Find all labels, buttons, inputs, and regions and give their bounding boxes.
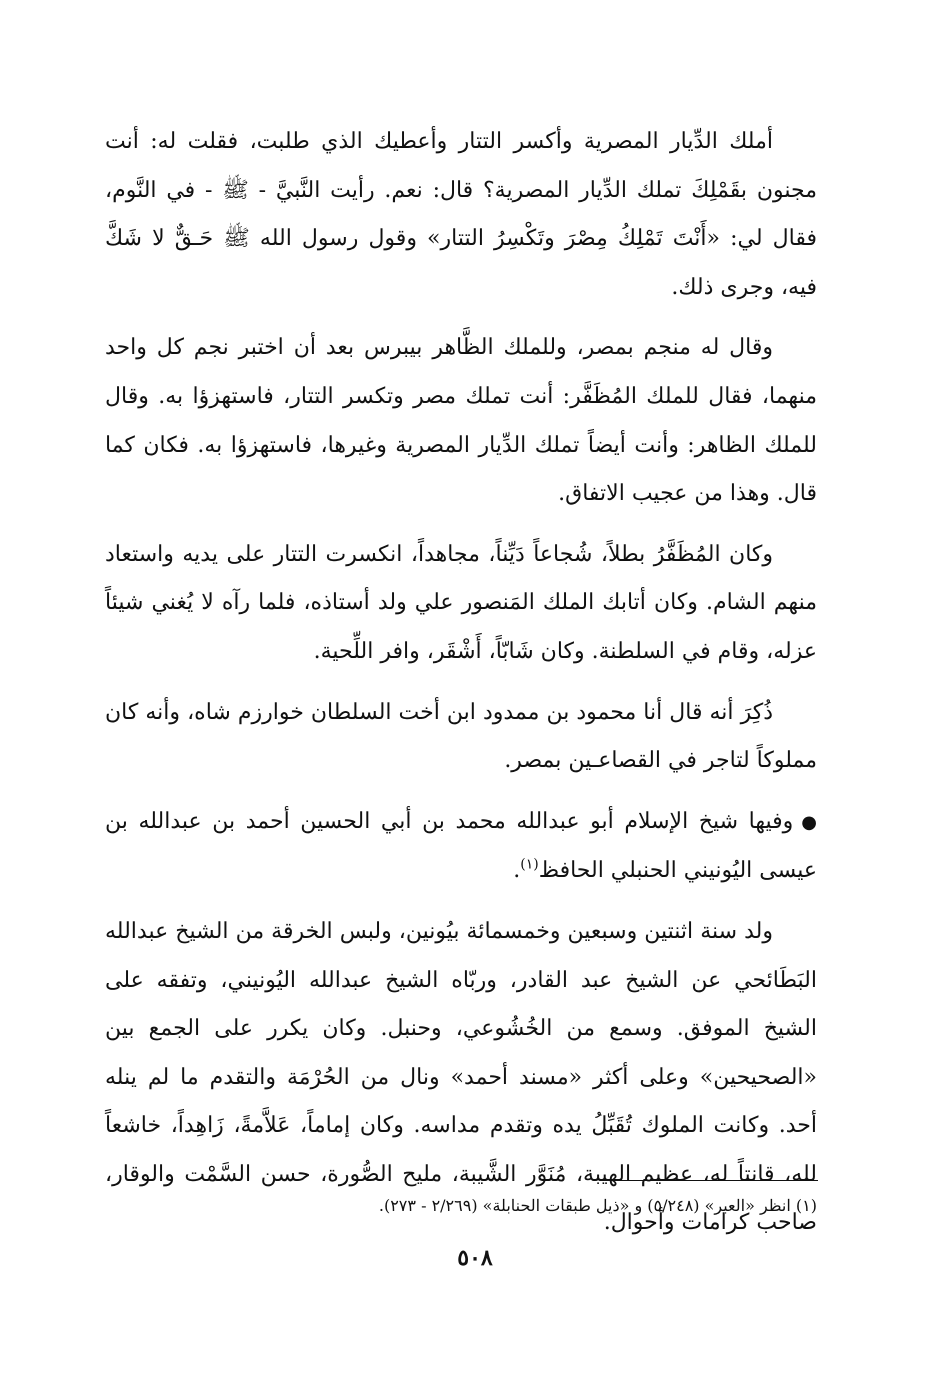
paragraph-3: وكان المُظَفَّرُ بطلاً، شُجاعاً دَيِّناً، مجاهداً، انكسرت التتار على يديه واستعاد منهم الشام. وكان أتابك الملك المَنصور علي ولد أستاذه، فلما رآه لا يُغني شيئاً عزله، وقام في السلطنة. وكان شَابّاً، أَشْقَر، وافر اللِّحية. [105,541,817,664]
biography-heading-text: وفيها شيخ الإسلام أبو عبدالله محمد بن أبي الحسين أحمد بن عبدالله بن عيسى اليُونيني الحنبلي الحافظ [105,808,817,884]
paragraph-5-biography-heading [105,798,817,896]
heading-tail: . [513,858,521,884]
paragraph-4: ذُكِرَ أنه قال أنا محمود بن ممدود ابن أخت السلطان خوارزم شاه، وأنه كان مملوكاً لتاجر في القصاعـين بمصر. [105,699,817,774]
page-number: ٥٠٨ [457,1245,493,1271]
main-text [105,118,817,1260]
paragraph-6: ولد سنة اثنتين وسبعين وخمسمائة بيُونين، ولبس الخرقة من الشيخ عبدالله البَطَائحي عن الشيخ عبد القادر، وربّاه الشيخ عبدالله اليُونيني، وتفقه على الشيخ الموفق. وسمع من الخُشُوعي، وحنبل. وكان يكرر على الجمع بين «الصحيحين» وعلى أكثر «مسند أحمد» ونال من الحُرْمَة والتقدم ما لم ينله أحد. وكانت الملوك تُقَبِّلُ يده وتقدم مداسه. وكان إماماً، عَلاَّمةً، زَاهِداً، خاشعاً لله، قانتاً له، عظيم الهيبة، مُنَوَّر الشَّيبة، مليح الصُّورة، حسن السَّمْت والوقار، صاحب كرامات وأحوال. [105,918,817,1236]
bullet-icon: ● [801,811,817,833]
footnote: (١) انظر «العبر» (٥/٢٤٨) و «ذيل طبقات الحنابلة» (٢/٢٦٩ - ٢٧٣). [378,1196,817,1215]
footnote-reference[interactable]: (١) [520,856,539,873]
footnote-divider [600,1180,818,1181]
paragraph-2: وقال له منجم بمصر، وللملك الظَّاهر بيبرس بعد أن اختبر نجم كل واحد منهما، فقال للملك المُظَفَّر: أنت تملك مصر وتكسر التتار، فاستهزؤا به. وقال للملك الظاهر: وأنت أيضاً تملك الدِّيار المصرية وغيرها، فاستهزؤا به. فكان كما قال. وهذا من عجيب الاتفاق. [105,335,818,507]
paragraph-1: أملك الدِّيار المصرية وأكسر التتار وأعطيك الذي طلبت، فقلت له: أنت مجنون بقَمْلِكَ تملك الدِّيار المصرية؟ قال: نعم. رأيت النَّبيَّ - ﷺ - في النَّوم، فقال لي: «أَنْتَ تَمْلِكُ مِصْرَ وتَكْسِرُ التتار» وقول رسول الله ﷺ حَـقٌّ لا شَكَّ فيه، وجرى ذلك. [105,129,817,300]
